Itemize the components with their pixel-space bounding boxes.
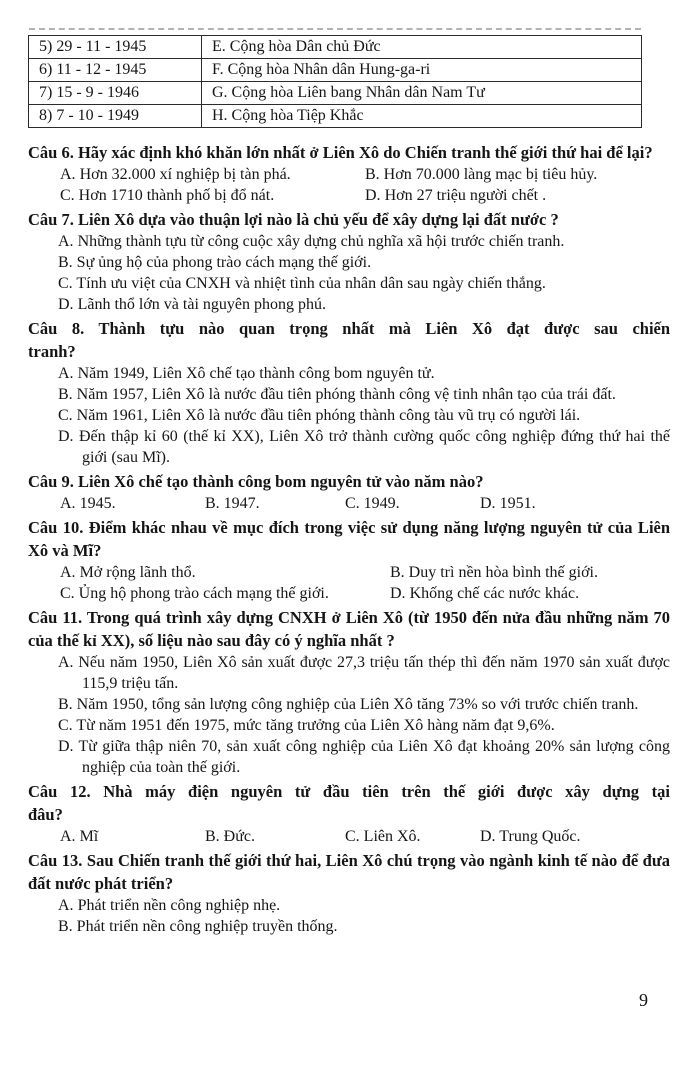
option-marker: A. [58,897,74,914]
options-row [28,826,670,847]
option-b [390,562,598,583]
question-text: Sau Chiến tranh thế giới thứ hai, Liên Xô chú trọng vào ngành kinh tế nào để đưa đất nước phát triển? [28,851,671,893]
option-text: Lãnh thổ lớn và tài nguyên phong phú. [77,296,326,313]
question-9 [28,470,670,514]
option-marker: B. [58,696,73,713]
question-title [28,516,670,562]
table-cell-country: F. Cộng hòa Nhân dân Hung-ga-ri [202,59,642,82]
question-label: Câu 9. [28,472,74,491]
option-marker: A. [58,233,74,250]
table-cell-country: E. Cộng hòa Dân chủ Đức [202,36,642,59]
option-marker: A. [60,828,76,845]
option-marker: D. [58,738,74,755]
option-a [60,164,365,185]
option-b [205,493,345,514]
option-marker: A. [60,166,76,183]
option-marker: B. [205,495,220,512]
option-text: Sự ủng hộ của phong trào cách mạng thế giới. [76,254,372,271]
options-row [28,493,670,514]
question-text: Liên Xô dựa vào thuận lợi nào là chủ yếu để xây dựng lại đất nước ? [77,210,559,229]
table-row [29,59,642,82]
question-title [28,208,670,231]
option-c [60,185,365,206]
question-title [28,849,670,895]
option-text: Hơn 1710 thành phố bị đổ nát. [78,187,275,204]
option-marker: B. [205,828,220,845]
option-text: Ủng hộ phong trào cách mạng thế giới. [78,585,329,602]
option-marker: B. [58,386,73,403]
option-text: Năm 1957, Liên Xô là nước đầu tiên phóng thành công vệ tinh nhân tạo của trái đất. [76,386,616,403]
page-number: 9 [639,990,648,1010]
option-c [28,273,670,294]
option-text: Phát triển nền công nghiệp truyền thống. [76,918,338,935]
options-row [28,164,670,185]
option-text: 1947. [223,495,260,512]
question-title [28,470,670,493]
option-text: Khống chế các nước khác. [409,585,580,602]
option-text: Nếu năm 1950, Liên Xô sản xuất được 27,3 triệu tấn thép thì đến năm 1970 sản xuất được 115,9 triệu tấn. [78,654,671,692]
table-row [29,36,642,59]
option-marker: B. [390,564,405,581]
matching-table [28,35,642,128]
question-text: Trong quá trình xây dựng CNXH ở Liên Xô (từ 1950 đến nửa đầu những năm 70 của thế kỉ XX), số liệu nào sau đây có ý nghĩa nhất ? [28,608,671,650]
option-text: Hơn 32.000 xí nghiệp bị tàn phá. [79,166,291,183]
option-marker: D. [58,296,74,313]
option-text: Đức. [223,828,255,845]
option-text: Năm 1949, Liên Xô chế tạo thành công bom nguyên tử. [77,365,435,382]
option-marker: A. [60,495,76,512]
option-a [28,363,670,384]
option-text: Đến thập kỉ 60 (thế kỉ XX), Liên Xô trở thành cường quốc công nghiệp đứng thứ hai thế giới (sau Mĩ). [78,428,671,466]
option-text: Hơn 70.000 làng mạc bị tiêu hủy. [383,166,598,183]
option-marker: C. [60,585,75,602]
option-marker: D. [365,187,381,204]
option-text: Mở rộng lãnh thổ. [79,564,196,581]
options-row [28,583,670,604]
option-d [28,426,670,468]
option-marker: D. [480,828,496,845]
question-text: Liên Xô chế tạo thành công bom nguyên tử vào năm nào? [77,472,484,491]
option-text: Từ giữa thập niên 70, sản xuất công nghiệp của Liên Xô đạt khoảng 20% sản lượng công nghiệp của toàn thế giới. [78,738,671,776]
question-title [28,317,670,363]
options-row [28,562,670,583]
option-text: Phát triển nền công nghiệp nhẹ. [77,897,281,914]
option-marker: C. [58,275,73,292]
table-cell-date: 7) 15 - 9 - 1946 [29,82,202,105]
table-cell-date: 5) 29 - 11 - 1945 [29,36,202,59]
option-text: Năm 1961, Liên Xô là nước đầu tiên phóng thành công tàu vũ trụ có người lái. [76,407,581,424]
option-a [60,826,205,847]
option-marker: A. [58,365,74,382]
option-marker: D. [480,495,496,512]
option-text: Hơn 27 triệu người chết . [384,187,547,204]
question-text: Thành tựu nào quan trọng nhất mà Liên Xô đạt được sau chiến tranh? [28,319,671,361]
option-marker: B. [365,166,380,183]
question-label: Câu 7. [28,210,74,229]
question-text: Điểm khác nhau về mục đích trong việc sử dụng năng lượng nguyên tử của Liên Xô và Mĩ? [28,518,671,560]
question-text: Nhà máy điện nguyên tử đầu tiên trên thế giới được xây dựng tại đâu? [28,782,671,824]
question-title [28,141,670,164]
option-marker: C. [345,495,360,512]
option-b [28,916,670,937]
option-marker: C. [58,407,73,424]
option-c [60,583,390,604]
option-a [28,231,670,252]
option-c [28,715,670,736]
question-label: Câu 12. [28,782,91,801]
option-text: Năm 1950, tổng sản lượng công nghiệp của Liên Xô tăng 73% so với trước chiến tranh. [76,696,639,713]
options-row [28,185,670,206]
option-marker: B. [58,918,73,935]
question-8 [28,317,670,468]
option-text: 1945. [79,495,116,512]
option-d [365,185,546,206]
option-marker: D. [390,585,406,602]
option-marker: D. [58,428,74,445]
option-text: Từ năm 1951 đến 1975, mức tăng trưởng của Liên Xô hàng năm đạt 9,6%. [76,717,555,734]
option-a [28,895,670,916]
option-marker: B. [58,254,73,271]
option-c [345,826,480,847]
option-text: Mĩ [79,828,99,845]
option-marker: C. [58,717,73,734]
option-c [345,493,480,514]
option-marker: A. [60,564,76,581]
question-title [28,780,670,826]
option-c [28,405,670,426]
page-crop-dashes [29,28,641,30]
table-row [29,82,642,105]
option-text: Trung Quốc. [499,828,581,845]
option-d [28,294,670,315]
option-a [28,652,670,694]
option-marker: A. [58,654,74,671]
table-cell-country: G. Cộng hòa Liên bang Nhân dân Nam Tư [202,82,642,105]
option-d [480,493,536,514]
option-b [205,826,345,847]
question-12 [28,780,670,847]
option-b [365,164,597,185]
option-text: 1949. [363,495,400,512]
question-label: Câu 13. [28,851,83,870]
option-d [28,736,670,778]
option-marker: C. [345,828,360,845]
question-6 [28,141,670,206]
option-a [60,562,390,583]
table-cell-country: H. Cộng hòa Tiệp Khắc [202,105,642,128]
option-text: Những thành tựu từ công cuộc xây dựng chủ nghĩa xã hội trước chiến tranh. [77,233,565,250]
option-b [28,252,670,273]
question-label: Câu 10. [28,518,84,537]
question-text: Hãy xác định khó khăn lớn nhất ở Liên Xô do Chiến tranh thế giới thứ hai để lại? [77,143,653,162]
table-cell-date: 6) 11 - 12 - 1945 [29,59,202,82]
option-b [28,694,670,715]
option-text: Tính ưu việt của CNXH và nhiệt tình của nhân dân sau ngày chiến thắng. [76,275,546,292]
question-13 [28,849,670,937]
option-text: 1951. [499,495,536,512]
option-text: Duy trì nền hòa bình thế giới. [408,564,598,581]
question-label: Câu 11. [28,608,83,627]
option-a [60,493,205,514]
question-title [28,606,670,652]
table-cell-date: 8) 7 - 10 - 1949 [29,105,202,128]
question-label: Câu 8. [28,319,85,338]
question-11 [28,606,670,778]
question-7 [28,208,670,315]
option-marker: C. [60,187,75,204]
option-d [390,583,579,604]
option-b [28,384,670,405]
option-text: Liên Xô. [363,828,421,845]
question-label: Câu 6. [28,143,74,162]
question-10 [28,516,670,604]
option-d [480,826,580,847]
table-row [29,105,642,128]
